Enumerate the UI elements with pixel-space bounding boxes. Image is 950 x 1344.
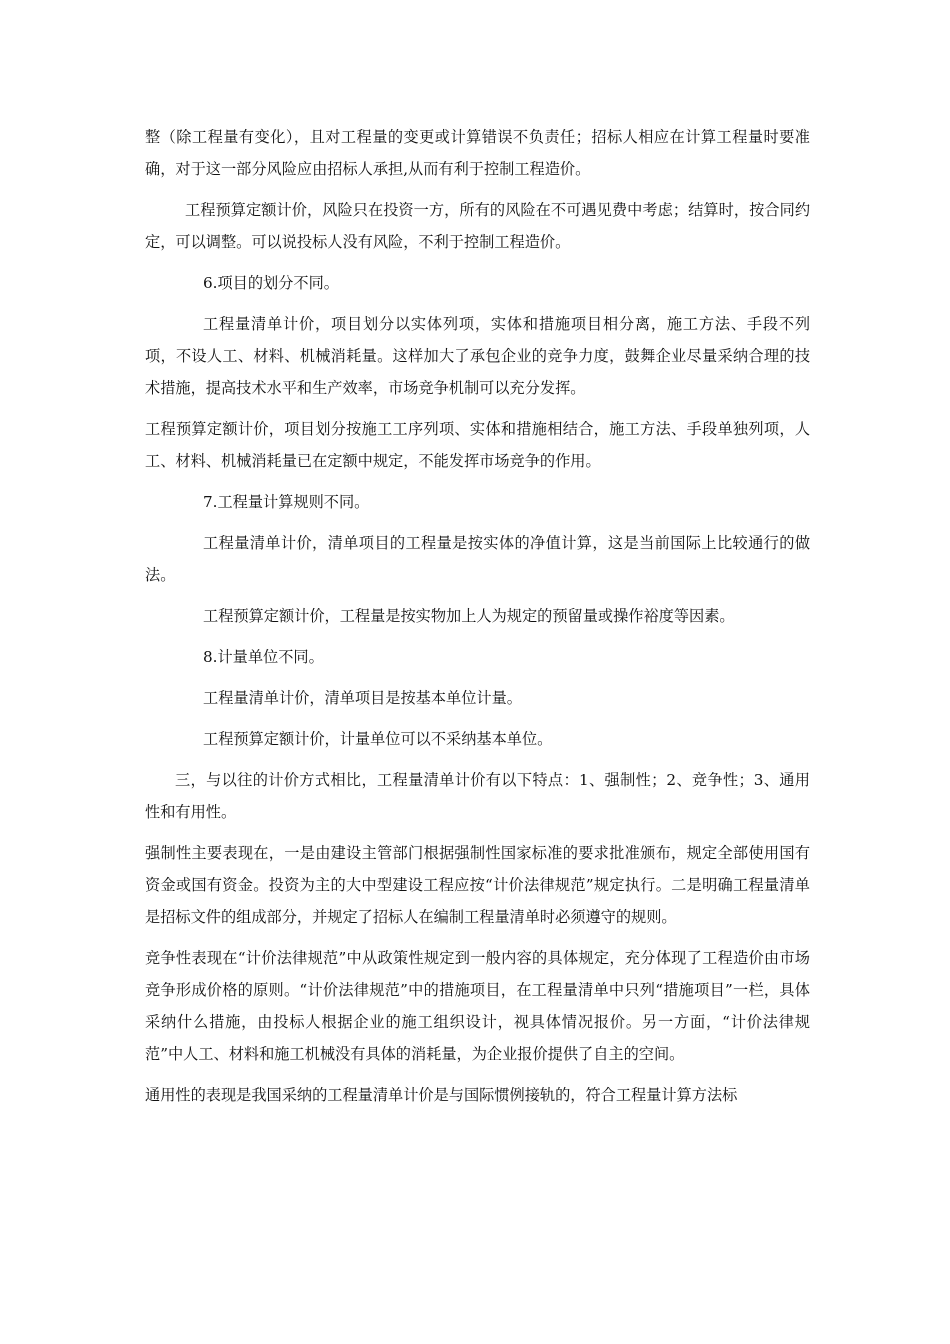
- paragraph: 工程量清单计价，清单项目是按基本单位计量。: [203, 689, 522, 707]
- document-body: [145, 121, 810, 1120]
- paragraph: 工程预算定额计价，风险只在投资一方，所有的风险在不可遇见费中考虑；结算时，按合同约定，可以调整。可以说投标人没有风险，不利于控制工程造价。: [145, 201, 810, 251]
- section-heading: 7.工程量计算规则不同。: [203, 493, 370, 511]
- paragraph: 工程量清单计价，清单项目的工程量是按实体的净值计算，这是当前国际上比较通行的做法。: [145, 534, 810, 584]
- paragraph: 工程量清单计价，项目划分以实体列项，实体和措施项目相分离，施工方法、手段不列项，不设人工、材料、机械消耗量。这样加大了承包企业的竞争力度，鼓舞企业尽量采纳合理的技术措施，提高技术水平和生产效率，市场竞争机制可以充分发挥。: [145, 315, 810, 397]
- paragraph: 工程预算定额计价，计量单位可以不采纳基本单位。: [203, 730, 553, 748]
- paragraph: 工程预算定额计价，项目划分按施工工序列项、实体和措施相结合，施工方法、手段单独列项，人工、材料、机械消耗量已在定额中规定，不能发挥市场竞争的作用。: [145, 420, 810, 470]
- section-heading: 8.计量单位不同。: [203, 648, 324, 666]
- paragraph: 竞争性表现在“计价法律规范”中从政策性规定到一般内容的具体规定，充分体现了工程造价由市场竞争形成价格的原则。“计价法律规范”中的措施项目，在工程量清单中只列“措施项目”一栏，具体采纳什么措施，由投标人根据企业的施工组织设计，视具体情况报价。另一方面，“计价法律规范”中人工、材料和施工机械没有具体的消耗量，为企业报价提供了自主的空间。: [145, 949, 810, 1063]
- paragraph: 整（除工程量有变化），且对工程量的变更或计算错误不负责任；招标人相应在计算工程量时要准确，对于这一部分风险应由招标人承担,从而有利于控制工程造价。: [145, 128, 810, 178]
- section-heading: 6.项目的划分不同。: [203, 274, 339, 292]
- paragraph: 通用性的表现是我国采纳的工程量清单计价是与国际惯例接轨的，符合工程量计算方法标: [145, 1086, 738, 1104]
- paragraph: 工程预算定额计价，工程量是按实物加上人为规定的预留量或操作裕度等因素。: [203, 607, 735, 625]
- paragraph: 强制性主要表现在，一是由建设主管部门根据强制性国家标准的要求批准颁布，规定全部使用国有资金或国有资金。投资为主的大中型建设工程应按“计价法律规范”规定执行。二是明确工程量清单是招标文件的组成部分，并规定了招标人在编制工程量清单时必须遵守的规则。: [145, 844, 810, 926]
- section-heading: 三，与以往的计价方式相比，工程量清单计价有以下特点：1、强制性；2、竞争性；3、通用性和有用性。: [145, 771, 810, 821]
